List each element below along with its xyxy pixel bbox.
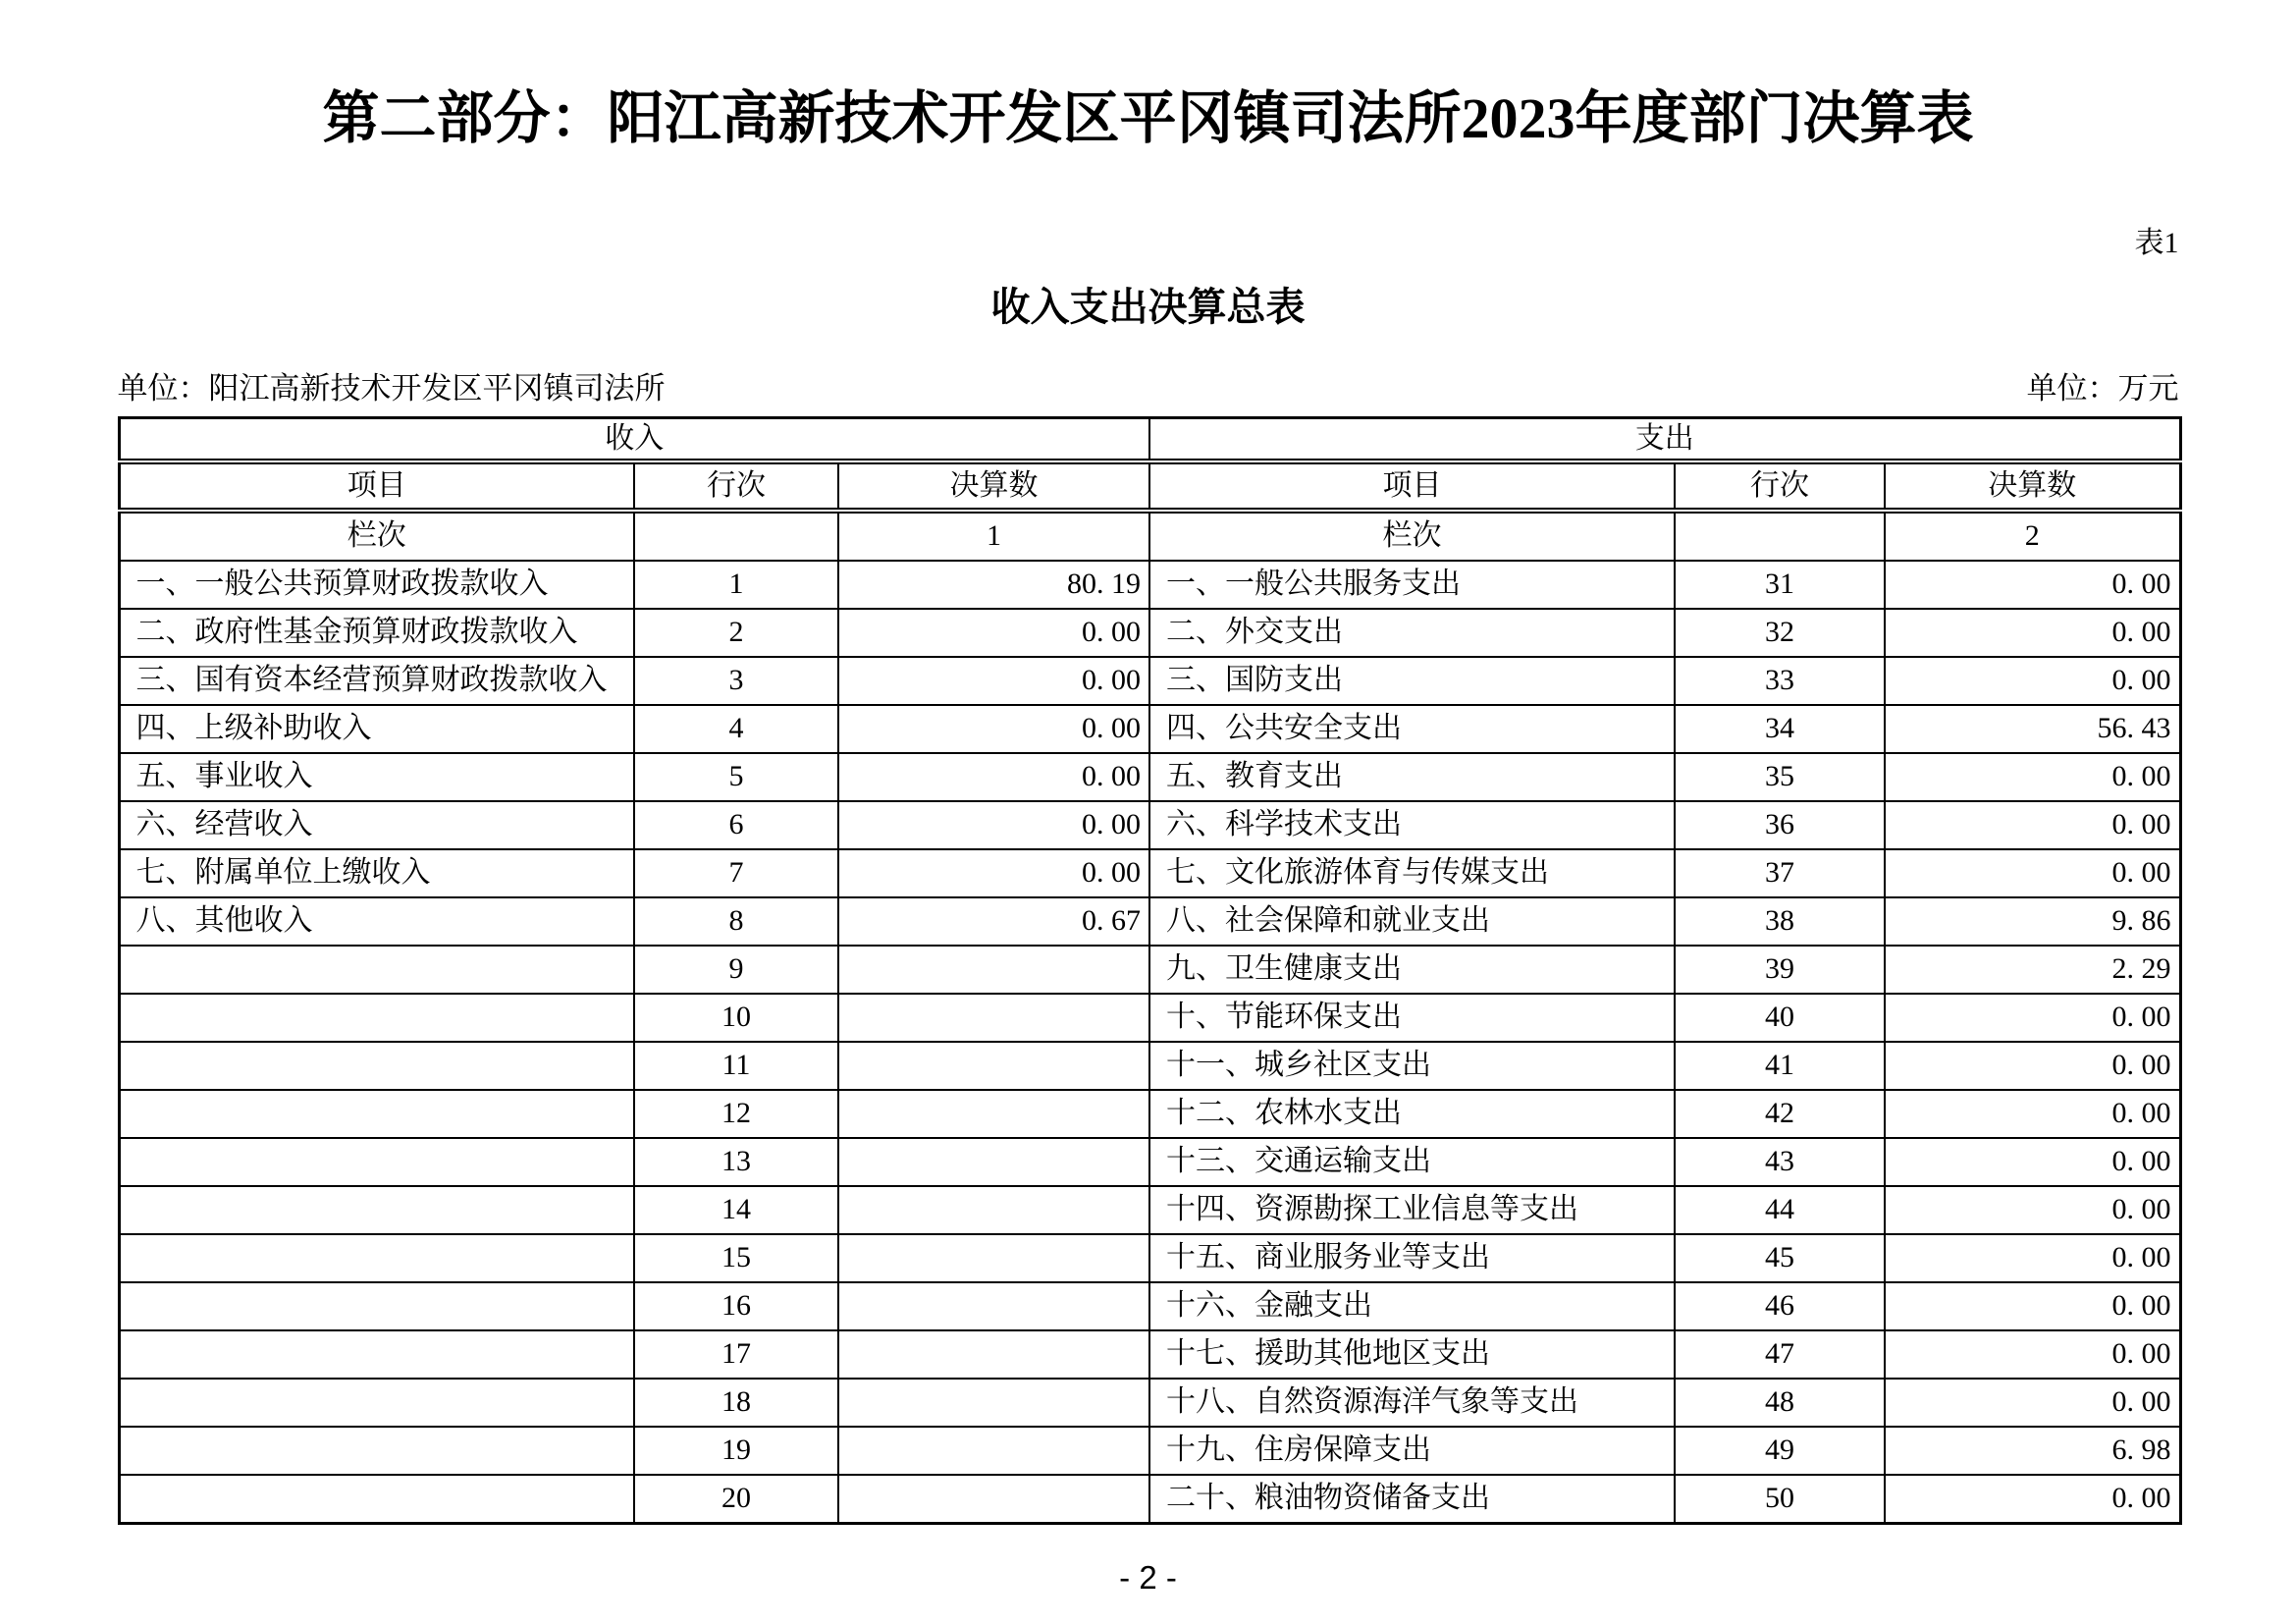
income-item-cell: 四、上级补助收入 [119,705,634,753]
income-line-cell: 13 [634,1138,838,1186]
expense-line-cell: 36 [1675,801,1885,849]
expense-line-cell: 39 [1675,946,1885,994]
table-row [119,1379,2180,1427]
expense-value-cell: 0. 00 [1885,1282,2180,1330]
income-item-cell: 八、其他收入 [119,897,634,946]
expense-item-cell: 十一、城乡社区支出 [1149,1042,1675,1090]
page-number: - 2 - [1119,1559,1177,1596]
expense-value-cell: 2. 29 [1885,946,2180,994]
income-line-cell: 11 [634,1042,838,1090]
income-item-cell: 三、国有资本经营预算财政拨款收入 [119,657,634,705]
income-value-cell [838,1427,1149,1475]
income-value-cell [838,1042,1149,1090]
expense-line-cell: 44 [1675,1186,1885,1234]
income-value-cell: 0. 00 [838,657,1149,705]
expense-item-cell: 七、文化旅游体育与传媒支出 [1149,849,1675,897]
income-line-cell: 5 [634,753,838,801]
income-item-cell: 六、经营收入 [119,801,634,849]
expense-value-cell: 0. 00 [1885,1186,2180,1234]
expense-item-cell: 一、一般公共服务支出 [1149,561,1675,609]
expense-value-cell: 0. 00 [1885,753,2180,801]
income-item-cell [119,1330,634,1379]
expense-value-cell: 0. 00 [1885,994,2180,1042]
income-expense-summary-table [118,416,2182,1525]
column-header-row [119,461,2180,511]
expense-line-cell: 33 [1675,657,1885,705]
income-item-cell [119,1475,634,1524]
income-item-cell: 一、一般公共预算财政拨款收入 [119,561,634,609]
income-line-cell: 14 [634,1186,838,1234]
expense-item-cell: 十七、援助其他地区支出 [1149,1330,1675,1379]
expense-value-cell: 0. 00 [1885,1042,2180,1090]
table-row [119,1042,2180,1090]
expense-value-cell: 0. 00 [1885,1090,2180,1138]
table-row [119,1330,2180,1379]
expense-item-cell: 二、外交支出 [1149,609,1675,657]
unit-right-label: 单位：万元 [2026,370,2179,406]
expense-line-cell: 41 [1675,1042,1885,1090]
expense-lanci-blank [1675,511,1885,561]
expense-item-cell: 八、社会保障和就业支出 [1149,897,1675,946]
expense-item-header: 项目 [1149,461,1675,511]
expense-line-cell: 46 [1675,1282,1885,1330]
table-row [119,753,2180,801]
income-line-cell: 18 [634,1379,838,1427]
income-line-header: 行次 [634,461,838,511]
income-line-cell: 6 [634,801,838,849]
expense-item-cell: 十二、农林水支出 [1149,1090,1675,1138]
income-value-cell: 0. 00 [838,705,1149,753]
income-value-header: 决算数 [838,461,1149,511]
income-line-cell: 17 [634,1330,838,1379]
income-line-cell: 20 [634,1475,838,1524]
unit-left-label: 单位：阳江高新技术开发区平冈镇司法所 [117,370,666,406]
income-value-cell: 0. 00 [838,849,1149,897]
expense-lanci-label: 栏次 [1149,511,1675,561]
income-line-cell: 8 [634,897,838,946]
table-row [119,994,2180,1042]
expense-line-cell: 37 [1675,849,1885,897]
expense-value-cell: 9. 86 [1885,897,2180,946]
table-row [119,657,2180,705]
expense-item-cell: 四、公共安全支出 [1149,705,1675,753]
expense-value-cell: 0. 00 [1885,1475,2180,1524]
income-item-cell [119,1282,634,1330]
income-value-cell [838,994,1149,1042]
expense-value-cell: 0. 00 [1885,1138,2180,1186]
income-value-cell: 80. 19 [838,561,1149,609]
expense-line-cell: 31 [1675,561,1885,609]
expense-item-cell: 十八、自然资源海洋气象等支出 [1149,1379,1675,1427]
expense-item-cell: 十三、交通运输支出 [1149,1138,1675,1186]
expense-item-cell: 九、卫生健康支出 [1149,946,1675,994]
expense-value-cell: 0. 00 [1885,609,2180,657]
expense-line-cell: 32 [1675,609,1885,657]
table-row [119,1090,2180,1138]
income-item-cell [119,1379,634,1427]
expense-value-cell: 0. 00 [1885,849,2180,897]
income-item-cell [119,1427,634,1475]
income-line-cell: 4 [634,705,838,753]
table-row [119,801,2180,849]
expense-value-cell: 56. 43 [1885,705,2180,753]
table-row [119,1186,2180,1234]
expense-item-cell: 十六、金融支出 [1149,1282,1675,1330]
expense-item-cell: 十四、资源勘探工业信息等支出 [1149,1186,1675,1234]
income-value-cell [838,1330,1149,1379]
table-row [119,609,2180,657]
expense-line-cell: 38 [1675,897,1885,946]
table-row [119,849,2180,897]
income-item-cell: 五、事业收入 [119,753,634,801]
income-item-cell: 七、附属单位上缴收入 [119,849,634,897]
income-value-cell: 0. 00 [838,609,1149,657]
income-item-cell [119,1186,634,1234]
table-label: 表1 [2134,226,2179,259]
expense-item-cell: 六、科学技术支出 [1149,801,1675,849]
expense-line-cell: 40 [1675,994,1885,1042]
income-value-cell: 0. 00 [838,753,1149,801]
expense-value-cell: 0. 00 [1885,561,2180,609]
income-item-cell [119,1042,634,1090]
table-row [119,946,2180,994]
income-lanci-blank [634,511,838,561]
income-section-header: 收入 [119,417,1149,461]
income-value-cell [838,1138,1149,1186]
expense-line-cell: 45 [1675,1234,1885,1282]
expense-column-number: 2 [1885,511,2180,561]
column-number-row [119,511,2180,561]
income-value-cell [838,1186,1149,1234]
income-line-cell: 10 [634,994,838,1042]
expense-item-cell: 二十、粮油物资储备支出 [1149,1475,1675,1524]
income-item-cell [119,946,634,994]
income-item-cell [119,1138,634,1186]
income-value-cell [838,1234,1149,1282]
income-value-cell: 0. 00 [838,801,1149,849]
income-value-cell [838,1475,1149,1524]
income-column-number: 1 [838,511,1149,561]
expense-line-cell: 49 [1675,1427,1885,1475]
expense-line-cell: 47 [1675,1330,1885,1379]
table-row [119,1234,2180,1282]
expense-value-cell: 0. 00 [1885,1330,2180,1379]
expense-value-cell: 0. 00 [1885,1379,2180,1427]
income-line-cell: 12 [634,1090,838,1138]
unit-row [118,370,2179,406]
expense-item-cell: 三、国防支出 [1149,657,1675,705]
expense-value-cell: 6. 98 [1885,1427,2180,1475]
expense-item-cell: 五、教育支出 [1149,753,1675,801]
income-item-cell [119,1090,634,1138]
expense-item-cell: 十、节能环保支出 [1149,994,1675,1042]
income-line-cell: 7 [634,849,838,897]
table-body [119,561,2180,1524]
income-line-cell: 2 [634,609,838,657]
income-value-cell: 0. 67 [838,897,1149,946]
table-row [119,1475,2180,1524]
income-value-cell [838,1282,1149,1330]
income-value-cell [838,1379,1149,1427]
table-row [119,705,2180,753]
expense-value-cell: 0. 00 [1885,801,2180,849]
expense-line-cell: 34 [1675,705,1885,753]
expense-line-cell: 35 [1675,753,1885,801]
income-value-cell [838,1090,1149,1138]
income-line-cell: 3 [634,657,838,705]
expense-line-cell: 43 [1675,1138,1885,1186]
section-header-row [119,417,2180,461]
expense-line-cell: 50 [1675,1475,1885,1524]
page-title: 第二部分：阳江高新技术开发区平冈镇司法所2023年度部门决算表 [322,86,1974,150]
table-title: 收入支出决算总表 [990,284,1306,329]
table-row [119,1282,2180,1330]
expense-line-header: 行次 [1675,461,1885,511]
income-item-cell [119,994,634,1042]
income-lanci-label: 栏次 [119,511,634,561]
income-item-cell [119,1234,634,1282]
table-row [119,897,2180,946]
income-item-cell: 二、政府性基金预算财政拨款收入 [119,609,634,657]
income-line-cell: 15 [634,1234,838,1282]
expense-item-cell: 十九、住房保障支出 [1149,1427,1675,1475]
table-row [119,561,2180,609]
expense-item-cell: 十五、商业服务业等支出 [1149,1234,1675,1282]
income-line-cell: 1 [634,561,838,609]
expense-line-cell: 42 [1675,1090,1885,1138]
table-row [119,1427,2180,1475]
income-line-cell: 19 [634,1427,838,1475]
income-line-cell: 16 [634,1282,838,1330]
table-row [119,1138,2180,1186]
expense-value-cell: 0. 00 [1885,657,2180,705]
income-item-header: 项目 [119,461,634,511]
expense-line-cell: 48 [1675,1379,1885,1427]
expense-value-cell: 0. 00 [1885,1234,2180,1282]
income-value-cell [838,946,1149,994]
expense-section-header: 支出 [1149,417,2180,461]
income-line-cell: 9 [634,946,838,994]
expense-value-header: 决算数 [1885,461,2180,511]
